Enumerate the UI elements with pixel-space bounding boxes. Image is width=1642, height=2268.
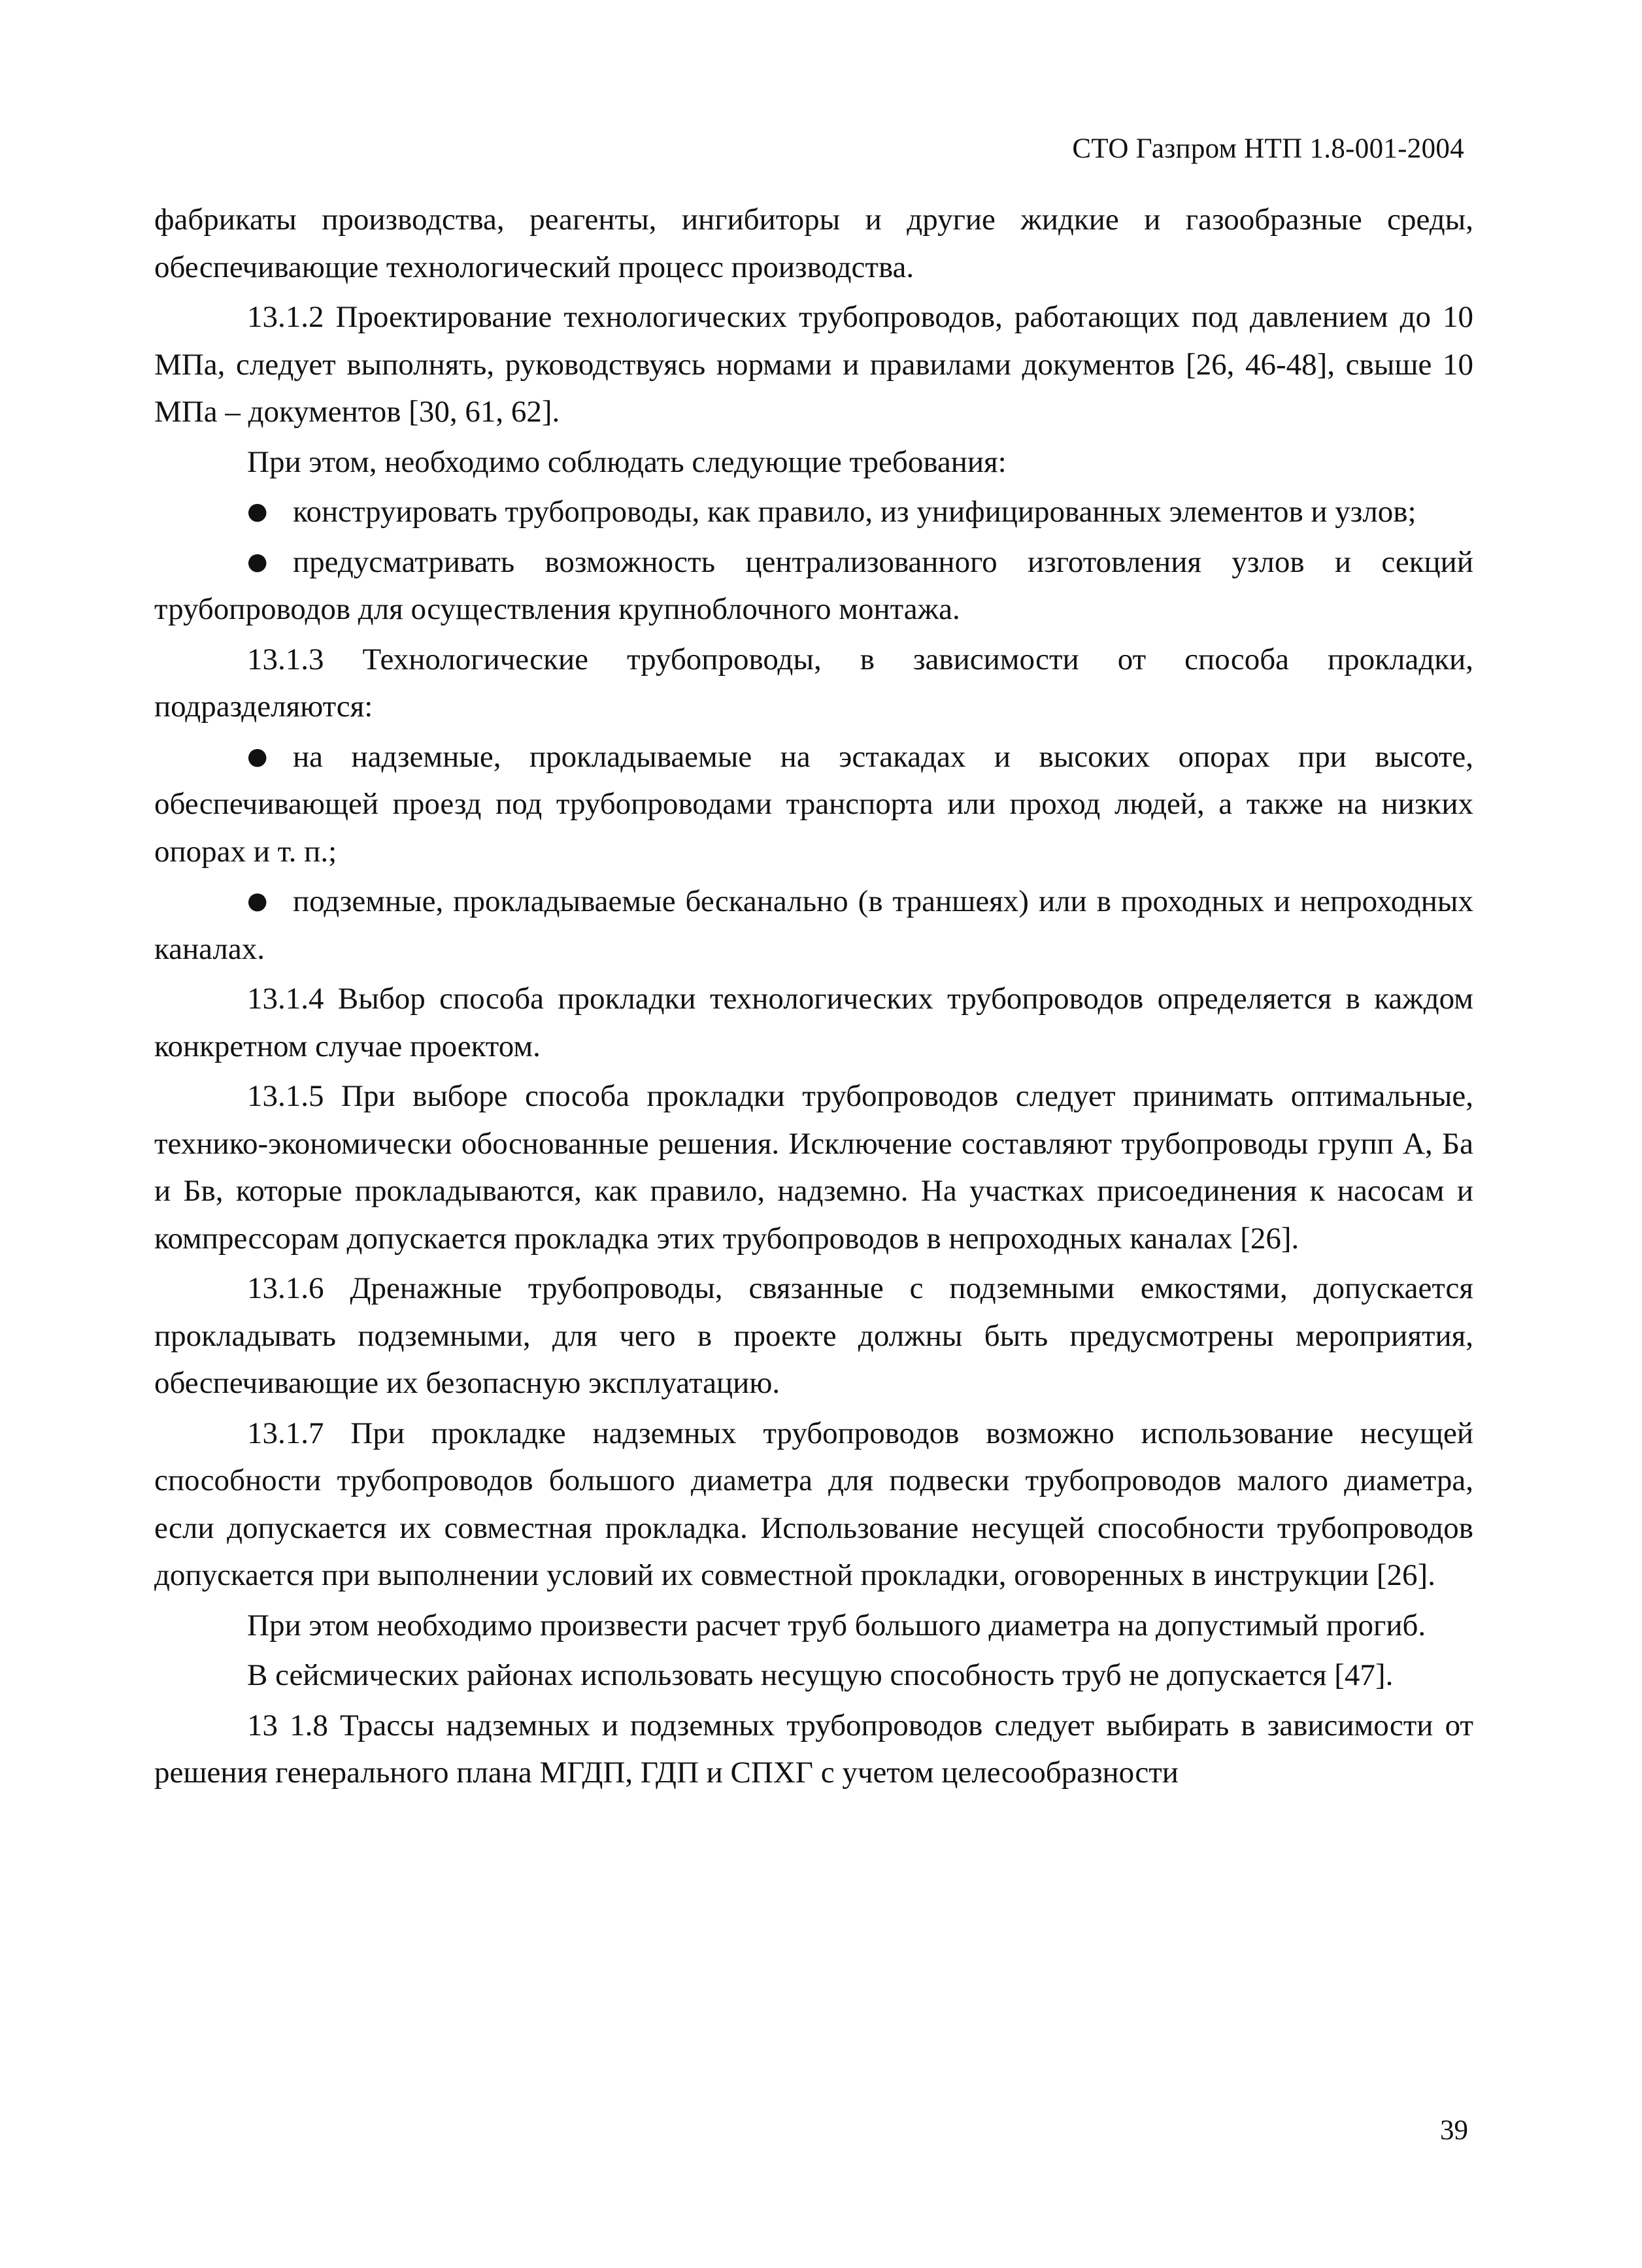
- bullet-item: [154, 539, 1473, 633]
- paragraph-13-1-6: 13.1.6 Дренажные трубопроводы, связанные с подземными емкостями, допускается прокладывать подземными, для чего в проекте должны быть предусмотрены мероприятия, обеспечивающие их безопасную эксплуатацию.: [154, 1271, 1473, 1400]
- bullet-item: [154, 733, 1473, 876]
- bullet-text: подземные, прокладываемые бесканально (в траншеях) или в проходных и непроходных каналах.: [154, 884, 1473, 966]
- paragraph-13-1-7: 13.1.7 При прокладке надземных трубопроводов возможно использование несущей способности трубопроводов большого диаметра для подвески трубопроводов малого диаметра, если допускается их совместная прокладка. Использование несущей способности трубопроводов допускается при выполнении условий их совместной прокладки, оговоренных в инструкции [26].: [154, 1416, 1473, 1592]
- bullet-text: на надземные, прокладываемые на эстакадах и высоких опорах при высоте, обеспечивающей проезд под трубопроводами транспорта или проход людей, а также на низких опорах и т. п.;: [154, 739, 1473, 869]
- document-body: [154, 196, 1473, 1799]
- paragraph-13-1-4: 13.1.4 Выбор способа прокладки технологических трубопроводов определяется в каждом конкретном случае проектом.: [154, 982, 1473, 1063]
- paragraph-13-1-5: 13.1.5 При выборе способа прокладки трубопроводов следует принимать оптимальные, технико-экономически обоснованные решения. Исключение составляют трубопроводы групп А, Ба и Бв, которые прокладываются, как правило, надземно. На участках присоединения к насосам и компрессорам допускается прокладка этих трубопроводов в непроходных каналах [26].: [154, 1079, 1473, 1256]
- paragraph: При этом необходимо произвести расчет труб большого диаметра на допустимый прогиб.: [247, 1608, 1426, 1643]
- document-header: СТО Газпром НТП 1.8-001-2004: [1072, 133, 1464, 164]
- bullet-text: конструировать трубопроводы, как правило, из унифицированных элементов и узлов;: [293, 495, 1416, 529]
- paragraph-13-1-3: 13.1.3 Технологические трубопроводы, в зависимости от способа прокладки, подразделяются:: [154, 642, 1473, 724]
- paragraph-13-1-2: 13.1.2 Проектирование технологических трубопроводов, работающих под давлением до 10 МПа, следует выполнять, руководствуясь нормами и правилами документов [26, 46-48], свыше 10 МПа – документов [30, 61, 62].: [154, 300, 1473, 429]
- paragraph: фабрикаты производства, реагенты, ингибиторы и другие жидкие и газообразные среды, обеспечивающие технологический процесс производства.: [154, 203, 1473, 284]
- bullet-text: предусматривать возможность централизованного изготовления узлов и секций трубопроводов для осуществления крупноблочного монтажа.: [154, 544, 1473, 626]
- paragraph: В сейсмических районах использовать несущую способность труб не допускается [47].: [247, 1658, 1394, 1692]
- bullet-icon: ●: [247, 548, 268, 575]
- bullet-item: [154, 488, 1473, 536]
- bullet-icon: ●: [247, 498, 268, 525]
- paragraph-13-1-8: 13 1.8 Трассы надземных и подземных трубопроводов следует выбирать в зависимости от решения генерального плана МГДП, ГДП и СПХГ с учетом целесообразности: [154, 1708, 1473, 1790]
- bullet-item: [154, 878, 1473, 973]
- paragraph: При этом, необходимо соблюдать следующие требования:: [247, 444, 1007, 479]
- page-number: 39: [1440, 2115, 1468, 2146]
- bullet-icon: ●: [247, 888, 268, 914]
- bullet-icon: ●: [247, 742, 268, 770]
